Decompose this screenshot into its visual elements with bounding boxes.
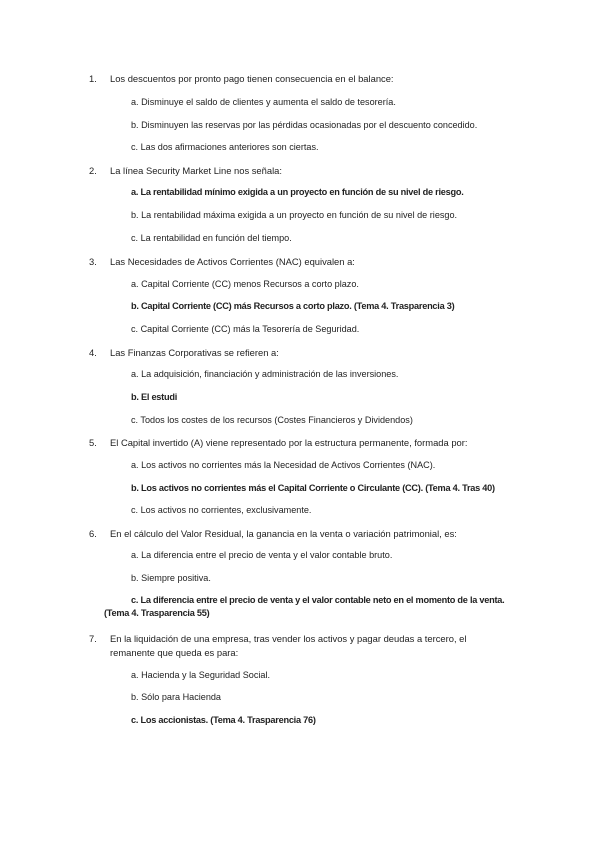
question-text: El Capital invertido (A) viene representado por la estructura permanente, formada por: bbox=[110, 437, 468, 448]
question-text: Los descuentos por pronto pago tienen consecuencia en el balance: bbox=[110, 73, 394, 84]
option-b-correct: b. Los activos no corrientes más el Capital Corriente o Circulante (CC). (Tema 4. Tras 40) bbox=[131, 483, 495, 493]
option-a: a. La diferencia entre el precio de venta y el valor contable bruto. bbox=[131, 550, 393, 560]
option-b: b. La rentabilidad máxima exigida a un proyecto en función de su nivel de riesgo. bbox=[131, 210, 458, 220]
option-c-correct: c. Los accionistas. (Tema 4. Trasparencia 76) bbox=[131, 715, 316, 725]
question-text: La línea Security Market Line nos señala: bbox=[110, 165, 282, 176]
question-number: 1. bbox=[89, 73, 97, 84]
question-number: 3. bbox=[89, 256, 97, 267]
option-c: c. Todos los costes de los recursos (Costes Financieros y Dividendos) bbox=[131, 415, 413, 425]
option-a: a. La adquisición, financiación y administración de las inversiones. bbox=[131, 369, 399, 379]
option-a: a. Disminuye el saldo de clientes y aumenta el saldo de tesorería. bbox=[131, 97, 396, 107]
option-b: b. Sólo para Hacienda bbox=[131, 692, 221, 702]
question-number: 4. bbox=[89, 347, 97, 358]
question-text: En el cálculo del Valor Residual, la ganancia en la venta o variación patrimonial, es: bbox=[110, 528, 457, 539]
question-number: 2. bbox=[89, 165, 97, 176]
option-c: c. Capital Corriente (CC) más la Tesorería de Seguridad. bbox=[131, 324, 360, 334]
question-number: 7. bbox=[89, 633, 97, 644]
option-c-correct: c. La diferencia entre el precio de venta y el valor contable neto en el momento de la venta. (Tema 4. Trasparencia 55) bbox=[104, 595, 505, 618]
option-c: c. La rentabilidad en función del tiempo. bbox=[131, 233, 292, 243]
option-b-correct: b. El estudi bbox=[131, 392, 178, 402]
option-c: c. Las dos afirmaciones anteriores son ciertas. bbox=[131, 142, 319, 152]
question-number: 5. bbox=[89, 437, 97, 448]
question-text: En la liquidación de una empresa, tras vender los activos y pagar deudas a tercero, el remanente que queda es para: bbox=[110, 633, 467, 658]
question-number: 6. bbox=[89, 528, 97, 539]
question-text: Las Necesidades de Activos Corrientes (NAC) equivalen a: bbox=[110, 256, 355, 267]
option-a-correct: a. La rentabilidad mínimo exigida a un proyecto en función de su nivel de riesgo. bbox=[131, 187, 464, 197]
option-b-correct: b. Capital Corriente (CC) más Recursos a corto plazo. (Tema 4. Trasparencia 3) bbox=[131, 301, 455, 311]
option-a: a. Hacienda y la Seguridad Social. bbox=[131, 670, 271, 680]
option-a: a. Los activos no corrientes más la Necesidad de Activos Corrientes (NAC). bbox=[131, 460, 436, 470]
option-b: b. Disminuyen las reservas por las pérdidas ocasionadas por el descuento concedido. bbox=[131, 120, 478, 130]
option-a: a. Capital Corriente (CC) menos Recursos a corto plazo. bbox=[131, 279, 359, 289]
option-c: c. Los activos no corrientes, exclusivamente. bbox=[131, 505, 312, 515]
question-text: Las Finanzas Corporativas se refieren a: bbox=[110, 347, 279, 358]
option-b: b. Siempre positiva. bbox=[131, 573, 211, 583]
